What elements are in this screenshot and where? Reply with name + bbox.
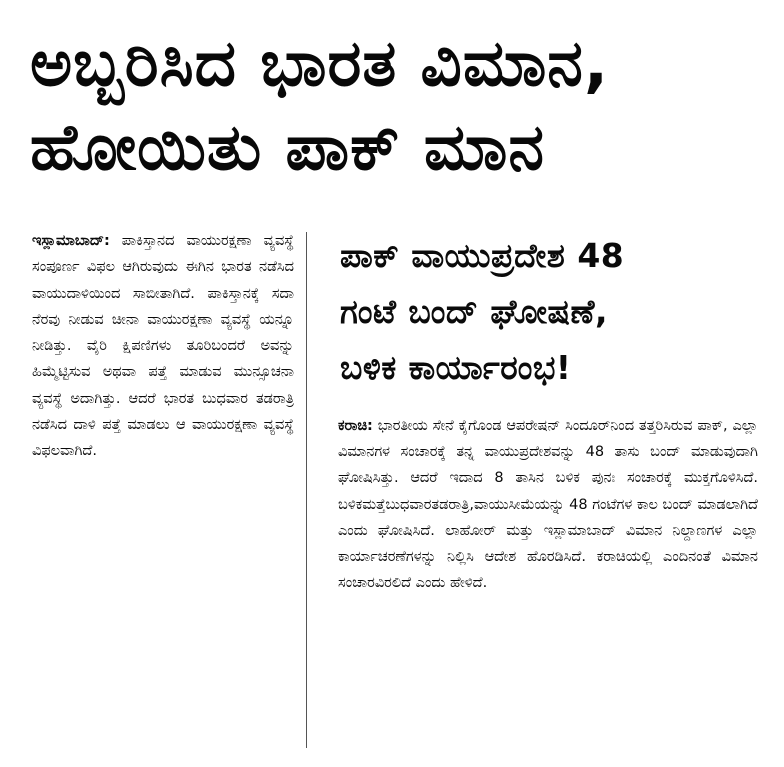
right-story-headline [340, 228, 760, 396]
left-story-dateline: ಇಸ್ಲಾಮಾಬಾದ್: [32, 233, 110, 249]
left-story-body [32, 228, 294, 438]
right-story-column [338, 413, 758, 596]
left-story-text: ಪಾಕಿಸ್ತಾನದ ವಾಯುರಕ್ಷಣಾ ವ್ಯವಸ್ಥೆ ಸಂಪೂರ್ಣ ವಿಫಲ ಆಗಿರುವುದು ಈಗಿನ ಭಾರತ ನಡೆಸಿದ ವಾಯುದಾಳಿಯಿಂದ ಸಾಬೀತಾಗಿದೆ. ಪಾಕಿಸ್ತಾನಕ್ಕೆ ಸದಾ ನೆರವು ನೀಡುವ ಚೀನಾ ವಾಯುರಕ್ಷಣಾ ವ್ಯವಸ್ಥೆ ಯನ್ನೂ ನೀಡಿತ್ತು. ವೈರಿ ಕ್ಷಿಪಣಿಗಳು ತೂರಿಬಂದರೆ ಅವನ್ನು ಹಿಮ್ಮೆಟ್ಟಿಸುವ ಅಥವಾ ಪತ್ತೆ ಮಾಡುವ ಮುನ್ಸೂಚನಾ ವ್ಯವಸ್ಥೆ ಅದಾಗಿತ್ತು. ಆದರೆ ಭಾರತ ಬುಧವಾರ ತಡರಾತ್ರಿ ನಡೆಸಿದ ದಾಳಿ ಪತ್ತೆ ಮಾಡಲು ಆ ವಾಯುರಕ್ಷಣಾ ವ್ಯವಸ್ಥೆ [32, 233, 294, 434]
right-story-dateline: ಕರಾಚಿ: [338, 418, 373, 434]
right-story-headline-line-2: ಗಂಟೆ ಬಂದ್ ಘೋಷಣೆ, [340, 292, 609, 331]
main-headline-line-2: ಹೋಯಿತು ಪಾಕ್ ಮಾನ [30, 111, 545, 185]
right-story-headline-line-3: ಬಳಿಕ ಕಾರ್ಯಾರಂಭ! [340, 348, 572, 387]
left-story-column [32, 228, 294, 465]
right-story-headline-line-1: ಪಾಕ್ ವಾಯುಪ್ರದೇಶ 48 [340, 236, 625, 275]
right-story-text: ಭಾರತೀಯ ಸೇನೆ ಕೈಗೊಂಡ ಆಪರೇಷನ್ ಸಿಂದೂರ್‌ನಿಂದ ತತ್ತರಿಸಿರುವ ಪಾಕ್, ಎಲ್ಲಾ ವಿಮಾನಗಳ ಸಂಚಾರಕ್ಕೆ ತನ್ನ ವಾಯುಪ್ರದೇಶವನ್ನು 48 ತಾಸು ಬಂದ್ ಮಾಡುವುದಾಗಿ ಘೋಷಿಸಿತ್ತು. ಆದರೆ ಇದಾದ 8 ತಾಸಿನ ಬಳಿಕ ಪುನಃ ಸಂಚಾರಕ್ಕೆ ಮುಕ್ತಗೊಳಿಸಿದೆ. ಬಳಿಕಮತ್ತೆಬುಧವಾರತಡರಾತ್ರಿ,ವಾಯುಸೀಮೆಯನ್ನು 48 ಗಂಟೆಗಳ ಕಾಲ ಬಂದ್ ಮಾಡಲಾಗಿದೆ ಎಂದು ಘೋಷಿಸಿದೆ. ಲಾಹೋರ್ ಮತ್ತು ಇಸ್ಲಾಮಾಬಾದ್ ವಿಮಾನ ನಿಲ್ದಾಣಗಳ ಎಲ್ಲಾ ಕಾರ್ಯಾಚರಣೆಗಳನ್ನು ನಿಲ್ಲಿಸಿ ಆದೇಶ ಹೊರಡಿಸಿದೆ. ಕರಾಚಿಯಲ್ಲಿ ಎಂದಿನಂತೆ ವಿಮಾನ ಸಂಚಾರವಿರಲಿದೆ ಎಂದು ಹೇಳಿದೆ. [338, 418, 758, 592]
main-headline-line-1: ಅಬ್ಬರಿಸಿದ ಭಾರತ ವಿಮಾನ, [30, 27, 610, 101]
column-divider [306, 232, 307, 748]
left-story-last-line: ವಿಫಲವಾಗಿದೆ. [32, 443, 97, 460]
main-headline [30, 22, 760, 190]
right-story-body [338, 413, 758, 596]
